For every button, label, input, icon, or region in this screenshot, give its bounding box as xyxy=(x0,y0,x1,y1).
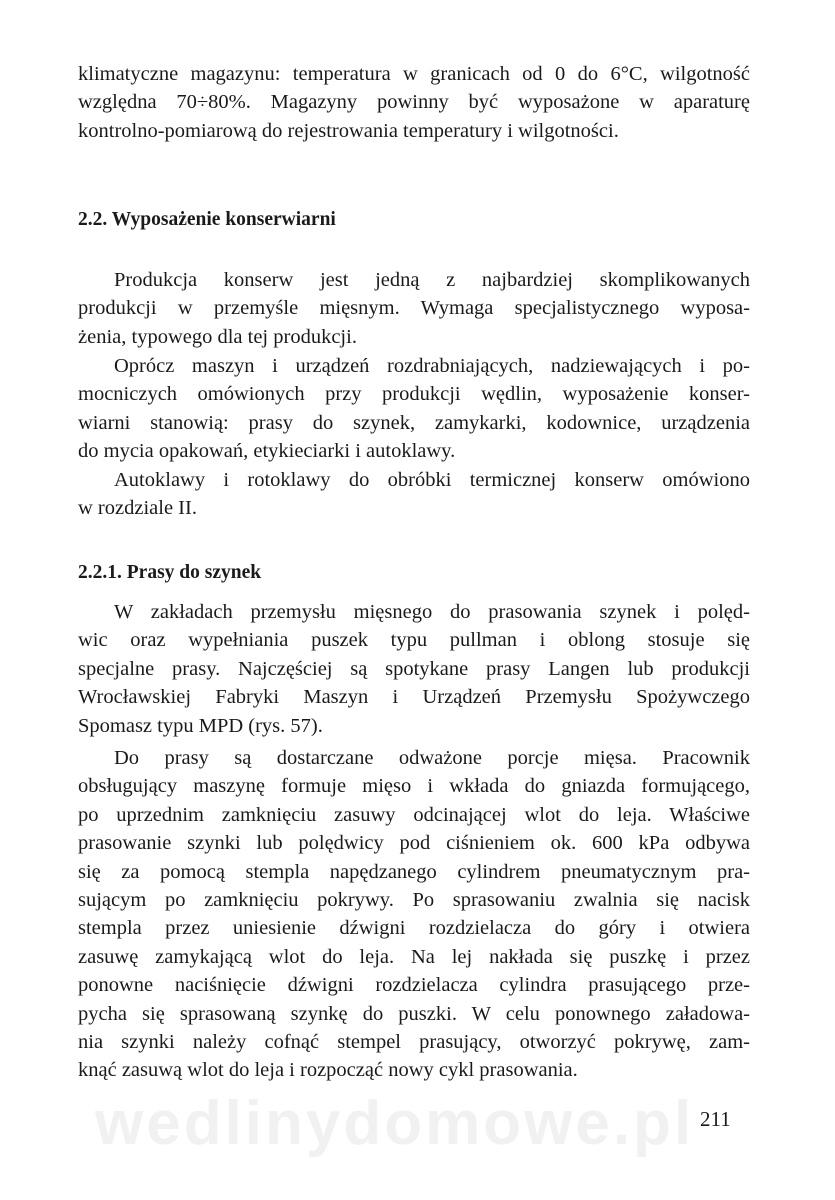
text-line: Produkcja konserw jest jedną z najbardziej skomplikowanych xyxy=(114,269,750,291)
paragraph xyxy=(78,466,750,523)
text-line: klimatyczne magazynu: temperatura w granicach od 0 do 6°C, wilgotność xyxy=(78,63,750,85)
text-line: się za pomocą stempla napędzanego cylindrem pneumatycznym pra- xyxy=(78,860,750,883)
text-line: Wrocławskiej Fabryki Maszyn i Urządzeń Przemysłu Spożywczego xyxy=(78,686,750,709)
text-line: produkcji w przemyśle mięsnym. Wymaga specjalistycznego wyposa- xyxy=(78,297,750,320)
text-line: pycha się sprasowaną szynkę do puszki. W celu ponownego załadowa- xyxy=(78,1002,750,1025)
paragraph xyxy=(78,744,750,1085)
text-line: Oprócz maszyn i urządzeń rozdrabniających, nadziewających i po- xyxy=(114,355,750,377)
text-line: po uprzednim zamknięciu zasuwy odcinającej wlot do leja. Właściwe xyxy=(78,803,750,826)
watermark: wedlinydomowe.pl xyxy=(95,1089,695,1158)
text-line: prasowanie szynki lub polędwicy pod ciśnieniem ok. 600 kPa odbywa xyxy=(78,832,750,855)
text-line: W zakładach przemysłu mięsnego do prasowania szynek i polęd- xyxy=(114,601,750,623)
text-line: obsługujący maszynę formuje mięso i wkłada do gniazda formującego, xyxy=(78,775,750,798)
text-line: Do prasy są dostarczane odważone porcje mięsa. Pracownik xyxy=(114,747,750,769)
page-number: 211 xyxy=(700,1107,731,1131)
text-line: wiarni stanowią: prasy do szynek, zamykarki, kodownice, urządzenia xyxy=(78,411,750,434)
text-line: sującym po zamknięciu pokrywy. Po sprasowaniu zwalnia się nacisk xyxy=(78,888,750,911)
paragraph xyxy=(78,598,750,740)
text-line: względna 70÷80%. Magazyny powinny być wyposażone w aparaturę xyxy=(78,91,750,114)
text-line: zasuwę zamykającą wlot do leja. Na lej nakłada się puszkę i przez xyxy=(78,945,750,968)
paragraph xyxy=(78,266,750,351)
text-line: ponowne naciśnięcie dźwigni rozdzielacza cylindra prasującego prze- xyxy=(78,974,750,997)
text-line: Autoklawy i rotoklawy do obróbki termicznej konserw omówiono xyxy=(114,469,750,491)
text-line: do mycia opakowań, etykieciarki i autoklawy. xyxy=(78,440,456,463)
text-line: w rozdziale II. xyxy=(78,497,197,520)
text-line: nia szynki należy cofnąć stempel prasujący, otworzyć pokrywę, zam- xyxy=(78,1030,750,1053)
text-line: specjalne prasy. Najczęściej są spotykane prasy Langen lub produkcji xyxy=(78,657,750,680)
intro-paragraph xyxy=(78,60,750,145)
text-line: wic oraz wypełniania puszek typu pullman i oblong stosuje się xyxy=(78,629,750,652)
section-heading-2-2: 2.2. Wyposażenie konserwiarni xyxy=(78,209,336,230)
paragraph xyxy=(78,352,750,466)
text-line: stempla przez uniesienie dźwigni rozdzielacza do góry i otwiera xyxy=(78,917,750,940)
text-line: Spomasz typu MPD (rys. 57). xyxy=(78,714,323,737)
text-line: kontrolno-pomiarową do rejestrowania temperatury i wilgotności. xyxy=(78,119,619,142)
section-heading-2-2-1: 2.2.1. Prasy do szynek xyxy=(78,562,262,583)
text-line: żenia, typowego dla tej produkcji. xyxy=(78,325,357,348)
text-line: mocniczych omówionych przy produkcji wędlin, wyposażenie konser- xyxy=(78,383,750,406)
text-line: knąć zasuwą wlot do leja i rozpocząć nowy cykl prasowania. xyxy=(78,1059,578,1082)
